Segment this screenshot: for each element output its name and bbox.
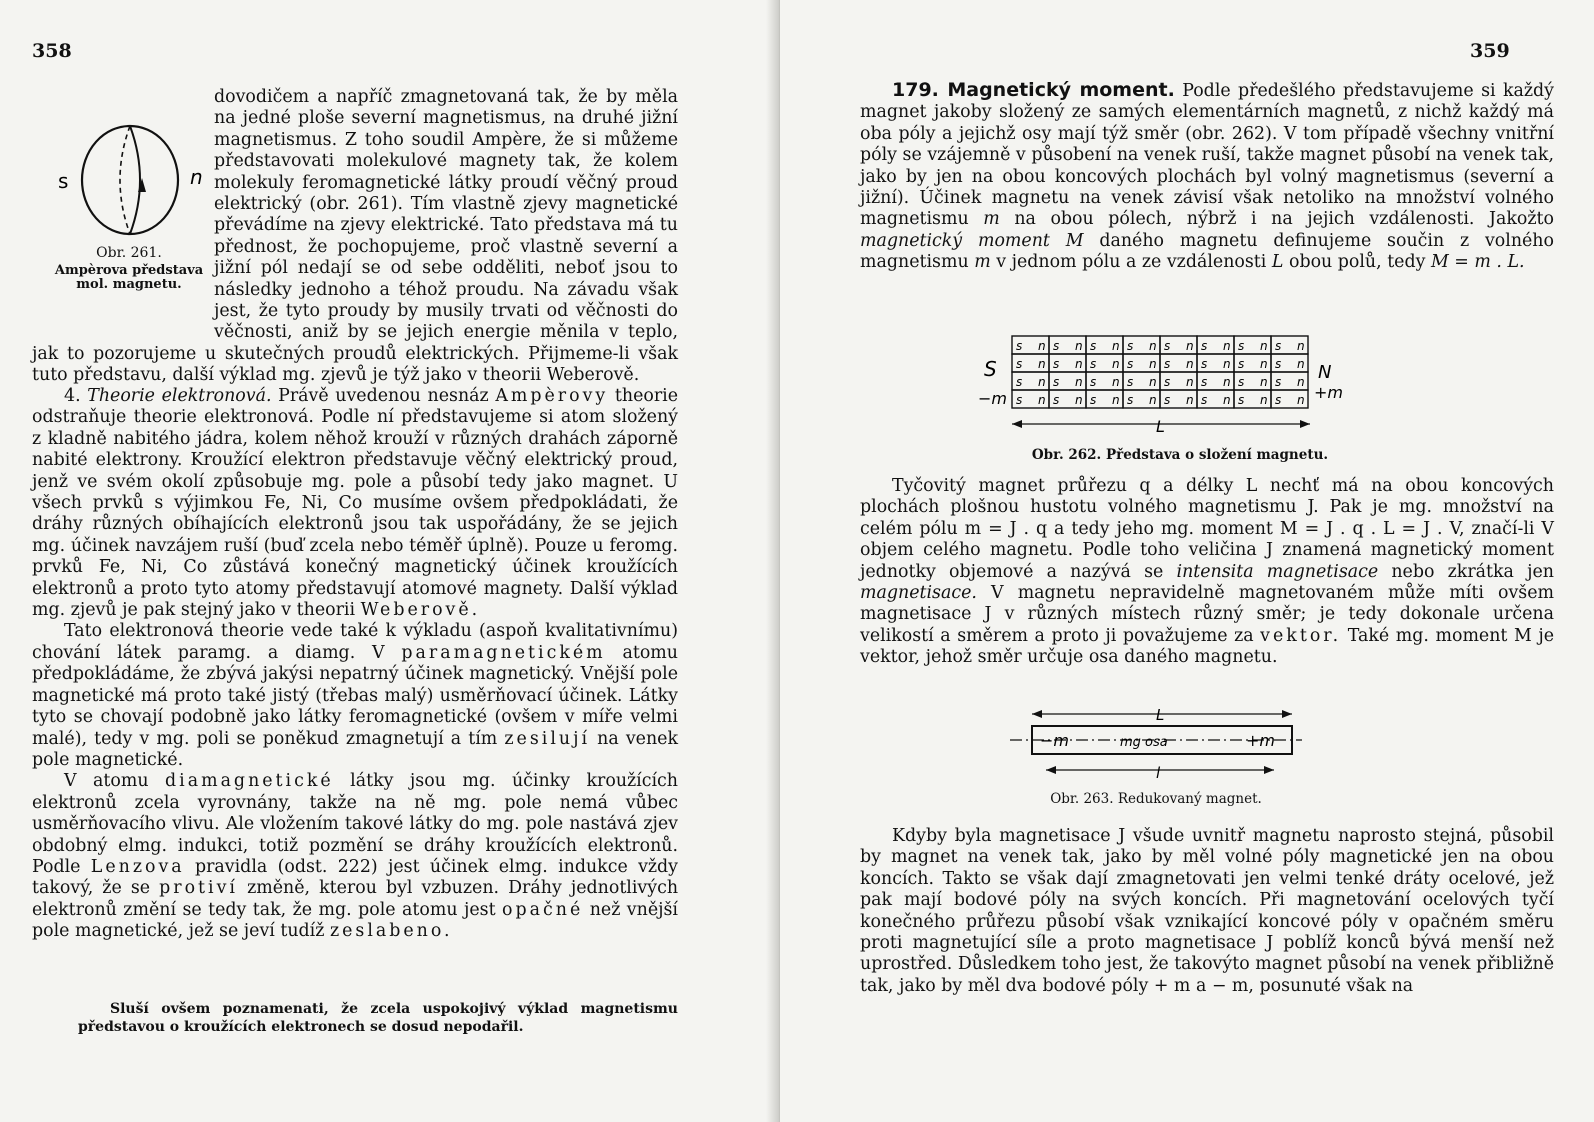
cell-label-n: n: [1149, 393, 1157, 407]
text-run: změně, kterou byl vzbuzen. Dráhy jednotlivých elektronů změní se tedy tak, že mg. pole atomu jest: [32, 878, 679, 920]
cell-label-n: n: [1038, 375, 1046, 389]
cell-label-n: n: [1297, 393, 1305, 407]
cell-label-s: s: [1127, 375, 1134, 389]
text-run: obou polů, tedy: [1288, 252, 1426, 273]
cell-label-n: n: [1186, 375, 1194, 389]
figure-262-caption: Obr. 262. Představa o složení magnetu.: [1031, 447, 1329, 463]
cell-label-n: n: [1186, 393, 1194, 407]
arrow-left-icon: [1046, 766, 1056, 774]
para-uniform-magnetisation: [860, 826, 1554, 997]
symbol-m: m: [974, 252, 991, 273]
bar-magnet-text: [860, 476, 1554, 669]
cell-label-s: s: [1090, 393, 1097, 407]
cell-label-n: n: [1223, 393, 1231, 407]
figure-261-subcaption: Ampèrova představa mol. magnetu.: [54, 263, 204, 292]
cell-label-s: s: [1164, 357, 1171, 371]
cell-label-s: s: [1090, 357, 1097, 371]
cell-label-n: n: [1075, 393, 1083, 407]
cell-label-s: s: [1164, 393, 1171, 407]
label-S: S: [984, 357, 997, 381]
cell-label-s: s: [1053, 393, 1060, 407]
cell-label-n: n: [1260, 357, 1268, 371]
spaced-word-vektor: vektor.: [1260, 625, 1342, 646]
cell-label-n: n: [1223, 357, 1231, 371]
text-run: Podle předešlého představujeme si každý magnet jakoby složený ze samých elementárních magnetů, z nichž každý má oba póly a jejichž osy mají týž směr (obr. 262). V tom případě všechny vnitřní póly se vzájemně v působení na venek ruší, takže magnet působí na venek tak, jako by jen na obou koncových plochách byl volný magnetismus (severní a jižní). Účinek magnetu na venek závisí však netoliko na množství volného magnetismu: [860, 81, 1554, 230]
cell-label-s: s: [1201, 339, 1208, 353]
cell-label-s: s: [1090, 375, 1097, 389]
cell-label-s: s: [1127, 393, 1134, 407]
figure-263-reduced-magnet: [1006, 704, 1306, 786]
spaced-word-diamagnetic: diamagnetické: [165, 771, 334, 792]
text-run: daného magnetu definujeme součin z volného magnetismu: [860, 230, 1554, 273]
text-run: na venek pole magnetické.: [32, 728, 678, 770]
cell-label-n: n: [1149, 375, 1157, 389]
cell-label-n: n: [1297, 339, 1305, 353]
label-axis: mg osa: [1120, 735, 1168, 750]
cell-label-s: s: [1201, 357, 1208, 371]
term-magnetisation: magnetisace.: [860, 583, 977, 604]
cell-label-s: s: [1164, 339, 1171, 353]
formula-moment: M = m . L.: [1430, 252, 1525, 273]
spaced-word-zeslabeno: zeslabeno.: [329, 921, 453, 942]
label-plus-m: +m: [1246, 731, 1275, 750]
cell-label-n: n: [1075, 375, 1083, 389]
cell-label-s: s: [1201, 375, 1208, 389]
term-magnetic-moment: magnetický moment: [860, 230, 1050, 251]
spaced-name-ampere: Ampèrovy: [495, 386, 609, 406]
cell-label-n: n: [1260, 393, 1268, 407]
text-run: než vnější pole magnetické, jež se jeví tudíž: [32, 899, 678, 942]
label-minus-m: −m: [1040, 731, 1069, 750]
cell-label-n: n: [1075, 357, 1083, 371]
text-run: pravidla (odst. 222) jest účinek elmg. indukce vždy takový, že se: [32, 856, 679, 899]
label-N: N: [1318, 362, 1332, 383]
para-magnetic-moment: [860, 80, 1554, 274]
figure-float-spacer: [32, 109, 214, 337]
cell-label-n: n: [1186, 339, 1194, 353]
spaced-name-lenz: Lenzova: [90, 856, 185, 877]
text-run: V atomu: [64, 771, 149, 792]
cell-label-s: s: [1090, 339, 1097, 353]
term-intensity-magnetisation: intensita magnetisace: [1176, 561, 1379, 582]
section-heading: 179. Magnetický moment.: [892, 79, 1175, 101]
label-L: L: [1156, 706, 1165, 724]
cell-label-n: n: [1223, 375, 1231, 389]
cell-label-n: n: [1149, 357, 1157, 371]
symbol-L: L: [1271, 252, 1284, 273]
text-run: Také mg. moment M je vektor, jehož směr určuje osa daného magnetu.: [860, 625, 1555, 668]
para-bar-magnet: [860, 476, 1554, 669]
cell-label-n: n: [1297, 357, 1305, 371]
cell-label-n: n: [1112, 357, 1120, 371]
cell-label-n: n: [1260, 375, 1268, 389]
label-plus-m: +m: [1314, 383, 1343, 402]
text-run: Tato elektronová theorie vede také k výkladu (aspoň kvalitativnímu) chování látek paramg. a diamg. V: [32, 621, 678, 663]
para-electron-theory: [32, 386, 678, 621]
text-run: látky jsou mg. účinky kroužících elektronů zcela vyrovnány, takže na ně mg. pole nemá vůbec usměrňovacího vlivu. Ale vložením takové látky do mg. pole nastává zjev obdobný elmg. indukci, totiž pozmění se dráhy kroužících elektronů. Podle: [32, 771, 678, 877]
cell-label-n: n: [1038, 339, 1046, 353]
arrow-left-icon: [1032, 710, 1042, 718]
text-run: Tyčovitý magnet průřezu q a délky L nechť má na obou koncových plochách plošnou hustotu volného magnetismu J. Pak je mg. množství na celém pólu m = J . q a tedy jeho mg. moment M = J . q . L = J . V, značí-li V objem celého magnetu. Podle toho veličina J znamená magnetický moment jednotky objemové a nazývá se: [860, 476, 1554, 582]
intro-text: dovodičem a napříč zmagnetovaná tak, že by měla na jedné ploše severní magnetismus, na druhé jižní magnetismus. Z toho soudil Ampère, že si můžeme představovati molekulové magnety tak, že kolem molekuly feromagnetické látky proudí věčný proud elektrický (obr. 261). Tím vlastně zjevy magnetické převádíme na zjevy elektrické. Tato představa má tu přednost, že pochopujeme, proč vlastně severní a jižní pól nedají se od sebe odděliti, neboť jsou to následky jednoho a téhož proudu. Na závadu však jest, že tyto proudy by musily trvati od věčnosti do věčnosti, aniž by se jejich energie měnila v teplo, jak to pozorujeme u skutečných proudů elektrických. Přijmeme-li však tuto představu, další výklad mg. zjevů je týž jako v theorii Weberově.: [32, 87, 678, 386]
cell-label-s: s: [1275, 375, 1282, 389]
spaced-word-opacne: opačné: [502, 899, 584, 920]
cell-label-n: n: [1223, 339, 1231, 353]
cell-label-s: s: [1053, 357, 1060, 371]
page-number-left: 358: [32, 40, 72, 62]
cell-label-n: n: [1112, 339, 1120, 353]
cell-label-n: n: [1260, 339, 1268, 353]
text-run: Právě uvedenou nesnáz: [278, 386, 489, 406]
cell-label-s: s: [1127, 357, 1134, 371]
spaced-word-zesiluji: zesilují: [504, 728, 591, 749]
para-paramagnetic: [32, 621, 678, 771]
uniform-magnetisation-text: Kdyby byla magnetisace J všude uvnitř magnetu naprosto stejná, působil by magnet na venek tak, jako by měl volné póly magnetické jen na obou koncích. Takto se však dají zmagnetovati jen velmi tenké dráty ocelové, jež pak mají bodové póly na svých koncích. Při magnetování ocelových tyčí konečného průřezu působí však vznikající koncové póly v opačném směru proti magnetující síle a proto magnetisace J poblíž konců bývá menší než uprostřed. Důsledkem toho jest, že takovýto magnet působí na venek přibližně tak, jako by měl dva bodové póly + m a − m, posunuté však na: [860, 826, 1554, 996]
intro-paragraph: [32, 87, 678, 387]
cell-label-s: s: [1238, 375, 1245, 389]
text-run: V magnetu nepravidelně magnetovaném může míti ovšem magnetisace J v různých místech různý směr; je tedy dokonale určena velikostí a směrem a proto ji považujeme za: [860, 583, 1555, 646]
label-L: L: [1156, 417, 1165, 436]
cell-label-s: s: [1238, 339, 1245, 353]
text-run: v jednom pólu a ze vzdálenosti: [996, 252, 1267, 273]
cell-label-s: s: [1164, 375, 1171, 389]
arrow-left-icon: [1012, 420, 1022, 428]
cell-label-n: n: [1149, 339, 1157, 353]
cell-label-s: s: [1275, 357, 1282, 371]
text-run: nebo zkrátka jen: [1391, 561, 1555, 582]
figure-261-caption: Obr. 261.: [96, 245, 162, 261]
cell-label-n: n: [1038, 357, 1046, 371]
label-n: n: [190, 165, 203, 189]
text-run: na obou pólech, nýbrž i na jejich vzdálenosti. Jakožto: [1014, 209, 1554, 230]
text-run: atomu předpokládáme, že zbývá jakýsi nepatrný účinek magnetický. Vnější pole magnetické má proto také jistý (třebas malý) usměrňovací účinek. Látky tyto se chovají podobně jako látky feromagnetické (ovšem v míře velmi malé), tedy v mg. poli se poněkud zmagnetují a tím: [32, 642, 679, 749]
elementary-magnet-grid: [1012, 336, 1308, 408]
cell-label-n: n: [1038, 393, 1046, 407]
left-page: [0, 0, 780, 1122]
label-minus-m: −m: [978, 389, 1007, 408]
cell-label-s: s: [1238, 357, 1245, 371]
cell-label-n: n: [1186, 357, 1194, 371]
section-number: 4.: [64, 386, 81, 406]
symbol-m: m: [983, 209, 1000, 230]
cell-label-s: s: [1016, 375, 1023, 389]
cell-label-s: s: [1275, 339, 1282, 353]
cell-label-n: n: [1297, 375, 1305, 389]
cell-label-s: s: [1238, 393, 1245, 407]
arrow-right-icon: [1264, 766, 1274, 774]
label-l: l: [1156, 764, 1161, 782]
left-body-text: [32, 386, 678, 943]
cell-label-n: n: [1112, 393, 1120, 407]
cell-label-s: s: [1016, 357, 1023, 371]
cell-label-s: s: [1053, 339, 1060, 353]
para-diamagnetic: [32, 771, 678, 942]
cell-label-s: s: [1053, 375, 1060, 389]
cell-label-s: s: [1127, 339, 1134, 353]
section-179-text: [860, 80, 1554, 274]
cell-label-s: s: [1201, 393, 1208, 407]
cell-label-s: s: [1016, 393, 1023, 407]
arrow-right-icon: [1282, 710, 1292, 718]
figure-263-caption: Obr. 263. Redukovaný magnet.: [1050, 791, 1262, 807]
cell-label-s: s: [1016, 339, 1023, 353]
spaced-word-paramagnetic: paramagnetickém: [401, 642, 606, 663]
label-s: s: [58, 169, 69, 193]
symbol-M: M: [1065, 230, 1084, 251]
figure-262-magnet-composition: [978, 332, 1344, 444]
spaced-word-protivi: protiví: [159, 878, 238, 899]
page-number-right: 359: [1470, 40, 1510, 62]
cell-label-n: n: [1112, 375, 1120, 389]
footnote: Sluší ovšem poznamenati, že zcela uspokojivý výklad magnetismu představou o kroužících elektronech se dosud nepodařil.: [78, 1001, 678, 1035]
cell-label-n: n: [1075, 339, 1083, 353]
arrow-right-icon: [1300, 420, 1310, 428]
cell-label-s: s: [1275, 393, 1282, 407]
text-run: theorie odstraňuje theorie elektronová. Podle ní představujeme si atom složený z kladně nabitého jádra, kolem něhož krouží v různých drahách záporně nabité elektrony. Kroužící elektron představuje věčný elektrický proud, jenž ve svém okolí způsobuje mg. pole a působí tedy jako magnet. U všech prvků s výjimkou Fe, Ni, Co musíme ovšem předpokládati, že dráhy různých obíhajících elektronů jsou tak uspořádány, že se jejich mg. účinek navzájem ruší (buď zcela nebo téměř úplně). Pouze u feromg. prvků Fe, Ni, Co zůstává konečný magnetický účinek kroužících elektronů a proto tyto atomy představují atomové magnety. Další výklad mg. zjevů je pak stejný jako v theorii: [32, 386, 679, 621]
spaced-name-weber: Weberově.: [360, 600, 481, 621]
right-page: [780, 0, 1594, 1122]
section-title-italic: Theorie elektronová.: [87, 386, 272, 406]
